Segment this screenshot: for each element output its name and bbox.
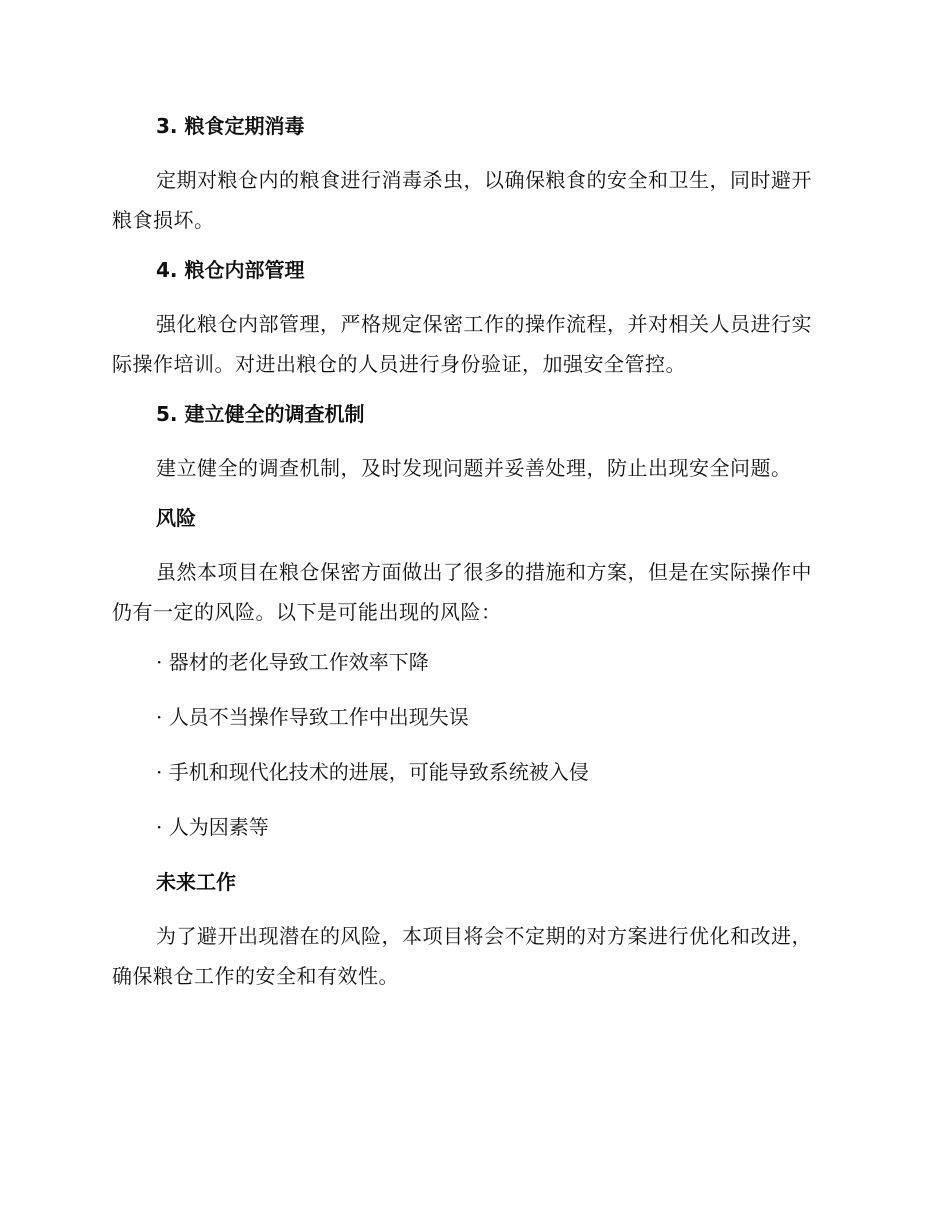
paragraph-future-work: 为了避开出现潜在的风险，本项目将会不定期的对方案进行优化和改进，确保粮仓工作的安全和有效性。 (112, 924, 812, 988)
list-item: · 手机和现代化技术的进展，可能导致系统被入侵 (156, 760, 589, 784)
paragraph-internal-management: 强化粮仓内部管理，严格规定保密工作的操作流程，并对相关人员进行实际操作培训。对进出粮仓的人员进行身份验证，加强安全管控。 (112, 312, 812, 376)
paragraph-risks: 虽然本项目在粮仓保密方面做出了很多的措施和方案，但是在实际操作中仍有一定的风险。以下是可能出现的风险： (112, 560, 812, 624)
section-heading-future-work: 未来工作 (156, 870, 236, 894)
document-content (112, 110, 832, 1010)
section-heading-internal-management: 4. 粮仓内部管理 (156, 258, 305, 282)
list-item: · 人为因素等 (156, 815, 269, 839)
section-heading-disinfection: 3. 粮食定期消毒 (156, 114, 305, 138)
section-heading-investigation-mechanism: 5. 建立健全的调查机制 (156, 402, 365, 426)
list-item: · 人员不当操作导致工作中出现失误 (156, 705, 469, 729)
paragraph-disinfection: 定期对粮仓内的粮食进行消毒杀虫，以确保粮食的安全和卫生，同时避开粮食损坏。 (112, 168, 812, 232)
list-item: · 器材的老化导致工作效率下降 (156, 650, 429, 674)
paragraph-investigation-mechanism: 建立健全的调查机制，及时发现问题并妥善处理，防止出现安全问题。 (156, 456, 792, 480)
section-heading-risks: 风险 (156, 506, 196, 530)
